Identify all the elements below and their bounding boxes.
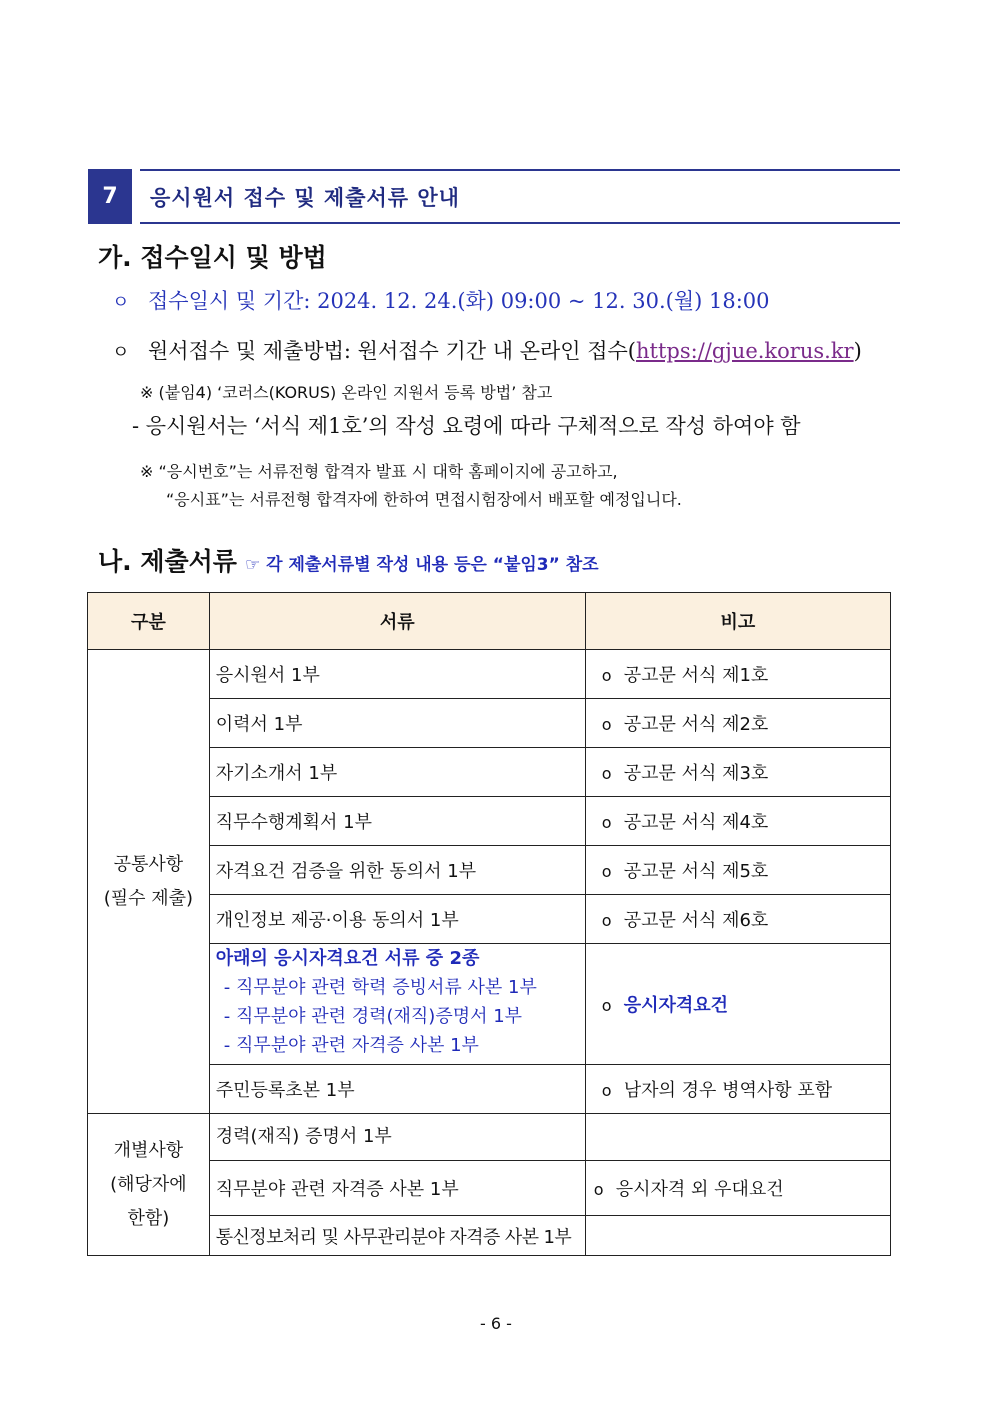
section-title-bar: [140, 169, 900, 224]
doc-cell: 경력(재직) 증명서 1부: [209, 1114, 585, 1161]
doc-cell: 응시원서 1부: [209, 650, 585, 699]
header-category: 구분: [88, 593, 210, 650]
bullet-circle-icon: o: [601, 764, 612, 783]
individual-category-label: 개별사항: [113, 1139, 184, 1161]
section-title: 응시원서 접수 및 제출서류 안내: [150, 185, 460, 210]
doc-cell: 개인정보 제공·이용 동의서 1부: [209, 895, 585, 944]
common-category-sublabel: (필수 제출): [103, 887, 194, 909]
doc-cell: 직무수행계획서 1부: [209, 797, 585, 846]
exam-number-note: [140, 458, 682, 514]
bullet-circle-icon: o: [601, 862, 612, 881]
attachment-reference: ☞ 각 제출서류별 작성 내용 등은 “붙임3” 참조: [244, 555, 599, 575]
qualification-item: - 직무분야 관련 경력(재직)증명서 1부: [223, 1006, 523, 1027]
bullet-circle-icon: o: [601, 1081, 612, 1100]
bullet-circle-icon: o: [601, 813, 612, 832]
period-text: 접수일시 및 기간: 2024. 12. 24.(화) 09:00 ~ 12. 30.(월) 18:00: [148, 289, 770, 313]
note-line-2: “응시표”는 서류전형 합격자에 한하여 면접시험장에서 배포할 예정입니다.: [166, 490, 682, 509]
remark-cell: o 공고문 서식 제3호: [585, 748, 890, 797]
remark-cell: o 응시자격 외 우대요건: [585, 1161, 890, 1216]
doc-cell: 이력서 1부: [209, 699, 585, 748]
subsection-b-label: 나. 제출서류: [98, 547, 237, 576]
korus-link[interactable]: https://gjue.korus.kr: [636, 339, 854, 363]
remark-cell: o 공고문 서식 제1호: [585, 650, 890, 699]
subsection-b-title: [98, 542, 599, 578]
remark-cell: o 응시자격요건: [585, 944, 890, 1065]
header-documents: 서류: [209, 593, 585, 650]
common-category-cell: [88, 650, 210, 1114]
method-text: 원서접수 및 제출방법: 원서접수 기간 내 온라인 접수(: [148, 339, 636, 363]
bullet-circle-icon: o: [593, 1180, 604, 1199]
remark-cell: [585, 1216, 890, 1256]
application-period: [112, 285, 770, 315]
documents-table: [87, 592, 891, 1256]
section-heading: [88, 169, 900, 224]
remark-cell: o 공고문 서식 제5호: [585, 846, 890, 895]
bullet-circle-icon: o: [601, 996, 612, 1015]
qualification-docs-cell: [209, 944, 585, 1065]
remark-cell: o 공고문 서식 제6호: [585, 895, 890, 944]
table-row: [88, 650, 891, 699]
table-header-row: [88, 593, 891, 650]
remark-cell: o 공고문 서식 제4호: [585, 797, 890, 846]
common-category-label: 공통사항: [113, 853, 184, 875]
method-suffix: ): [853, 339, 862, 363]
table-row: [88, 1114, 891, 1161]
remark-cell: o 남자의 경우 병역사항 포함: [585, 1065, 890, 1114]
bullet-circle-icon: o: [601, 666, 612, 685]
individual-category-sublabel: 한함): [127, 1207, 170, 1229]
qualification-item: - 직무분야 관련 자격증 사본 1부: [223, 1035, 479, 1056]
individual-category-sublabel: (해당자에: [110, 1173, 187, 1195]
doc-cell: 직무분야 관련 자격증 사본 1부: [209, 1161, 585, 1216]
qualification-item: - 직무분야 관련 학력 증빙서류 사본 1부: [223, 977, 537, 998]
doc-cell: 자격요건 검증을 위한 동의서 1부: [209, 846, 585, 895]
individual-category-cell: [88, 1114, 210, 1256]
subsection-a-title: 가. 접수일시 및 방법: [98, 243, 327, 272]
bullet-circle-icon: ㅇ: [112, 342, 130, 363]
doc-cell: 주민등록초본 1부: [209, 1065, 585, 1114]
doc-cell: 자기소개서 1부: [209, 748, 585, 797]
remark-cell: [585, 1114, 890, 1161]
korus-guide-note: ※ (붙임4) ‘코러스(KORUS) 온라인 지원서 등록 방법’ 참고: [140, 383, 553, 402]
doc-cell: 통신정보처리 및 사무관리분야 자격증 사본 1부: [209, 1216, 585, 1256]
header-remarks: 비고: [585, 593, 890, 650]
note-line-1: ※ “응시번호”는 서류전형 합격자 발표 시 대학 홈페이지에 공고하고,: [140, 462, 618, 481]
section-number-badge: 7: [88, 169, 132, 224]
bullet-circle-icon: o: [601, 911, 612, 930]
bullet-circle-icon: o: [601, 715, 612, 734]
remark-cell: o 공고문 서식 제2호: [585, 699, 890, 748]
page-number: - 6 -: [480, 1314, 512, 1333]
application-method: [112, 335, 862, 365]
qualification-header: 아래의 응시자격요건 서류 중 2종: [215, 948, 480, 969]
form-instruction: - 응시원서는 ‘서식 제1호’의 작성 요령에 따라 구체적으로 작성 하여야 함: [132, 414, 801, 438]
bullet-circle-icon: ㅇ: [112, 292, 130, 313]
